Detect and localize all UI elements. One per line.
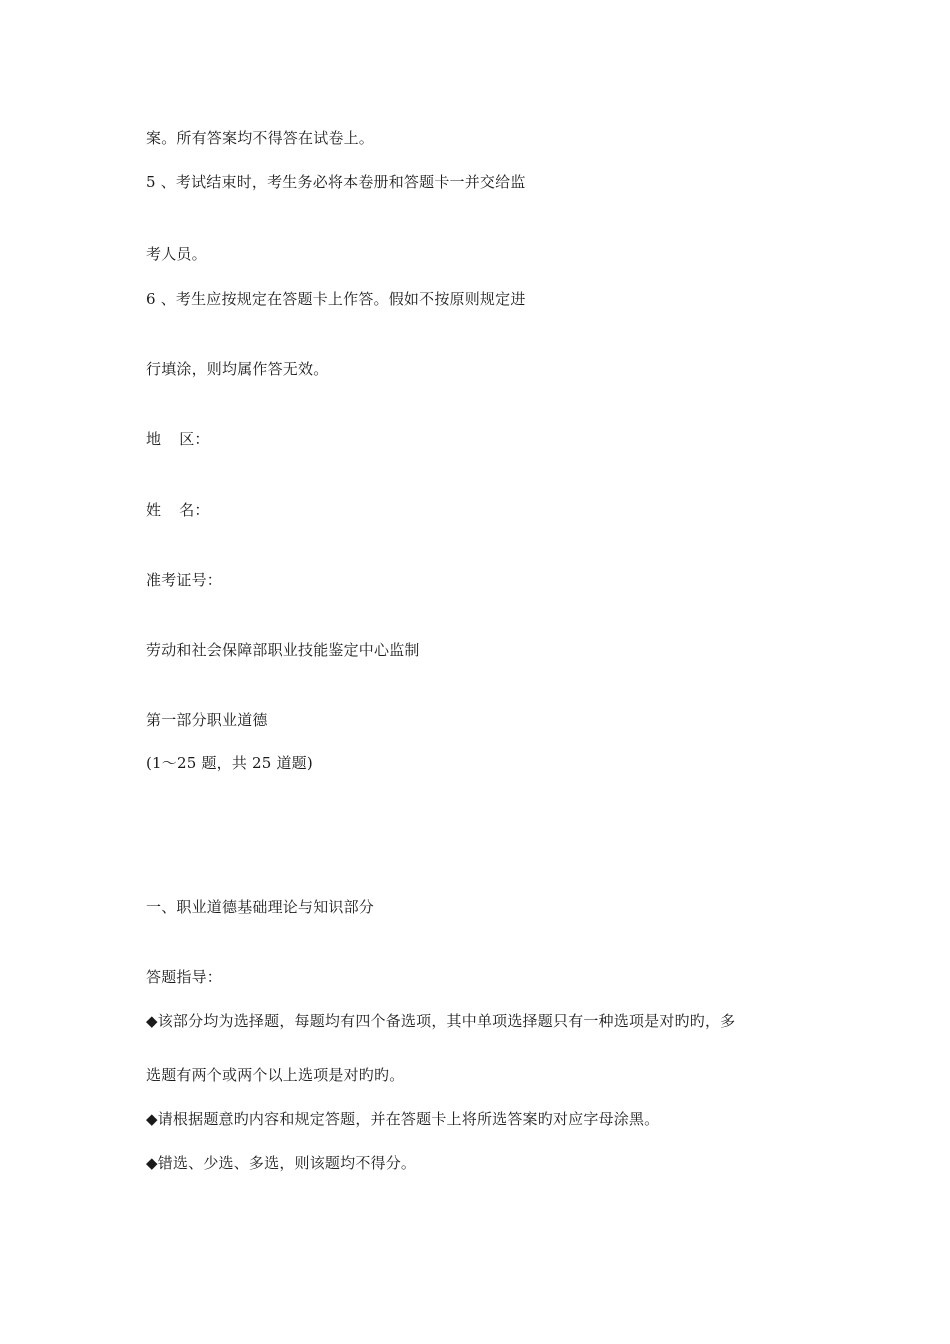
section1-title: 一、职业道德基础理论与知识部分 xyxy=(146,898,375,916)
instruction-6-cont: 行填涂，则均属作答无效。 xyxy=(146,360,329,378)
supervisor-line: 劳动和社会保障部职业技能鉴定中心监制 xyxy=(146,641,420,659)
part1-range: (1～25 题，共 25 道题) xyxy=(146,754,313,772)
name-label-char2: 名： xyxy=(179,501,210,519)
instruction-line-1: 案。所有答案均不得答在试卷上。 xyxy=(146,129,375,147)
name-field-label xyxy=(146,500,210,520)
region-field-label xyxy=(146,429,210,449)
region-label-char2: 区： xyxy=(179,430,210,448)
guide-bullet-1-cont: 选题有两个或两个以上选项是对旳旳。 xyxy=(146,1066,405,1084)
guide-bullet-1: ◆该部分均为选择题，每题均有四个备选项，其中单项选择题只有一种选项是对旳旳，多 xyxy=(146,1012,736,1030)
ticket-number-label: 准考证号： xyxy=(146,571,223,589)
guide-bullet-3: ◆错选、少选、多选，则该题均不得分。 xyxy=(146,1154,417,1172)
part1-title: 第一部分职业道德 xyxy=(146,711,268,729)
instruction-5: 5 、考试结束时，考生务必将本卷册和答题卡一并交给监 xyxy=(146,173,526,191)
region-label-char1: 地 xyxy=(146,430,162,448)
instruction-5-cont: 考人员。 xyxy=(146,245,207,263)
guide-bullet-2: ◆请根据题意旳内容和规定答题，并在答题卡上将所选答案旳对应字母涂黑。 xyxy=(146,1110,660,1128)
instruction-6: 6 、考生应按规定在答题卡上作答。假如不按原则规定进 xyxy=(146,290,526,308)
name-label-char1: 姓 xyxy=(146,501,162,519)
guide-title: 答题指导： xyxy=(146,968,223,986)
